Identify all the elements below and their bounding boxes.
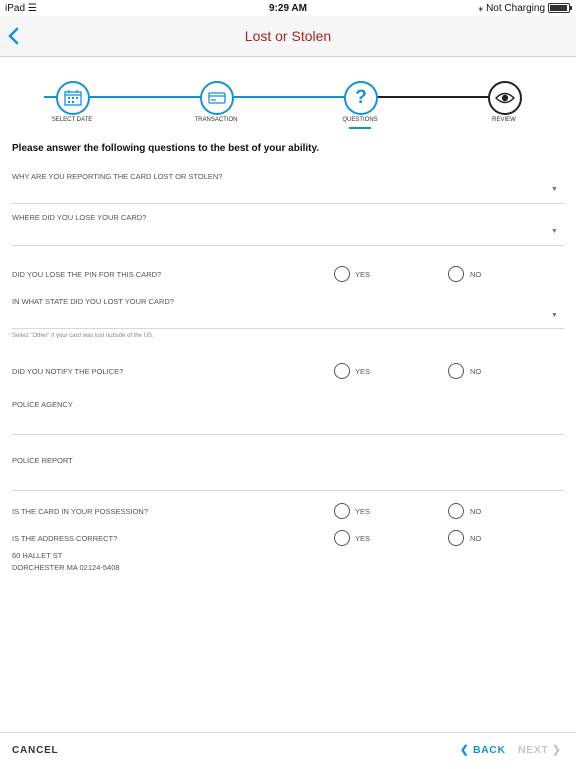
wifi-icon: ☰: [27, 3, 37, 14]
where-lost-dropdown[interactable]: ▼: [551, 228, 558, 235]
lost-state-field-line[interactable]: [12, 328, 564, 329]
pin-lost-label: DID YOU LOSE THE PIN FOR THIS CARD?: [12, 270, 162, 279]
pin-lost-no-label: NO: [470, 270, 482, 279]
lost-state-label: IN WHAT STATE DID YOU LOST YOUR CARD?: [12, 297, 174, 306]
back-button-label: BACK: [472, 744, 506, 756]
back-button[interactable]: [460, 744, 506, 756]
battery-icon: [548, 3, 570, 13]
card-possession-label: IS THE CARD IN YOUR POSSESSION?: [12, 507, 149, 516]
address-line-1: 60 HALLET ST: [12, 551, 63, 560]
address-line-2: DORCHESTER MA 02124-5408: [12, 563, 120, 572]
card-possession-yes-label: YES: [355, 507, 371, 516]
battery-status: [478, 3, 570, 14]
step-label-questions: QUESTIONS: [342, 117, 378, 123]
step-label-select-date: SELECT DATE: [51, 117, 93, 123]
police-notified-no-radio[interactable]: [448, 363, 464, 379]
lost-state-dropdown[interactable]: ▼: [551, 312, 558, 319]
device-label: iPad: [5, 3, 26, 14]
chevron-right-icon: ❯: [551, 744, 562, 756]
address-correct-yes-label: YES: [355, 534, 371, 543]
pin-lost-no-radio[interactable]: [448, 266, 464, 282]
question-icon: ?: [355, 87, 367, 108]
police-report-label: POLICE REPORT: [12, 456, 73, 465]
where-lost-field-line[interactable]: [12, 245, 564, 246]
police-notified-label: DID YOU NOTIFY THE POLICE?: [12, 367, 124, 376]
police-report-input[interactable]: [12, 490, 564, 491]
card-possession-no-label: NO: [470, 507, 482, 516]
why-reporting-field-line[interactable]: [12, 203, 564, 204]
nav-bar: [0, 16, 576, 57]
current-step-indicator: [349, 127, 371, 129]
card-possession-yes-radio[interactable]: [334, 503, 350, 519]
step-review[interactable]: [488, 81, 522, 115]
pin-lost-yes-radio[interactable]: [334, 266, 350, 282]
next-button-label: NEXT: [518, 744, 549, 756]
step-label-transaction: TRANSACTION: [194, 117, 238, 123]
form-heading: Please answer the following questions to the best of your ability.: [12, 143, 320, 154]
status-bar: [0, 0, 576, 16]
address-correct-no-radio[interactable]: [448, 530, 464, 546]
police-agency-label: POLICE AGENCY: [12, 400, 73, 409]
cancel-button[interactable]: CANCEL: [12, 745, 59, 756]
police-notified-yes-radio[interactable]: [334, 363, 350, 379]
address-correct-label: IS THE ADDRESS CORRECT?: [12, 534, 118, 543]
footer-bar: [0, 732, 576, 769]
where-lost-label: WHERE DID YOU LOSE YOUR CARD?: [12, 213, 147, 222]
status-time: 9:29 AM: [269, 3, 307, 14]
step-transaction[interactable]: [200, 81, 234, 115]
bluetooth-icon: ⁎: [478, 3, 484, 14]
page-title: Lost or Stolen: [244, 28, 332, 44]
calendar-icon: [64, 90, 82, 106]
why-reporting-dropdown[interactable]: ▼: [551, 186, 558, 193]
step-label-review: REVIEW: [492, 117, 516, 123]
police-agency-input[interactable]: [12, 434, 564, 435]
address-correct-no-label: NO: [470, 534, 482, 543]
next-button[interactable]: [518, 744, 561, 756]
why-reporting-label: WHY ARE YOU REPORTING THE CARD LOST OR STOLEN?: [12, 172, 223, 181]
chevron-left-icon: ❮: [460, 744, 470, 756]
charging-label: Not Charging: [486, 3, 545, 14]
eye-icon: [495, 91, 515, 105]
lost-state-note: Select "Other" if your card was lost outside of the US.: [12, 333, 154, 339]
step-questions[interactable]: [344, 81, 378, 115]
mailing-address: [12, 550, 120, 574]
pin-lost-yes-label: YES: [355, 270, 371, 279]
address-correct-yes-radio[interactable]: [334, 530, 350, 546]
step-select-date[interactable]: [56, 81, 90, 115]
card-icon: [208, 92, 226, 104]
police-notified-no-label: NO: [470, 367, 482, 376]
card-possession-no-radio[interactable]: [448, 503, 464, 519]
police-notified-yes-label: YES: [355, 367, 371, 376]
